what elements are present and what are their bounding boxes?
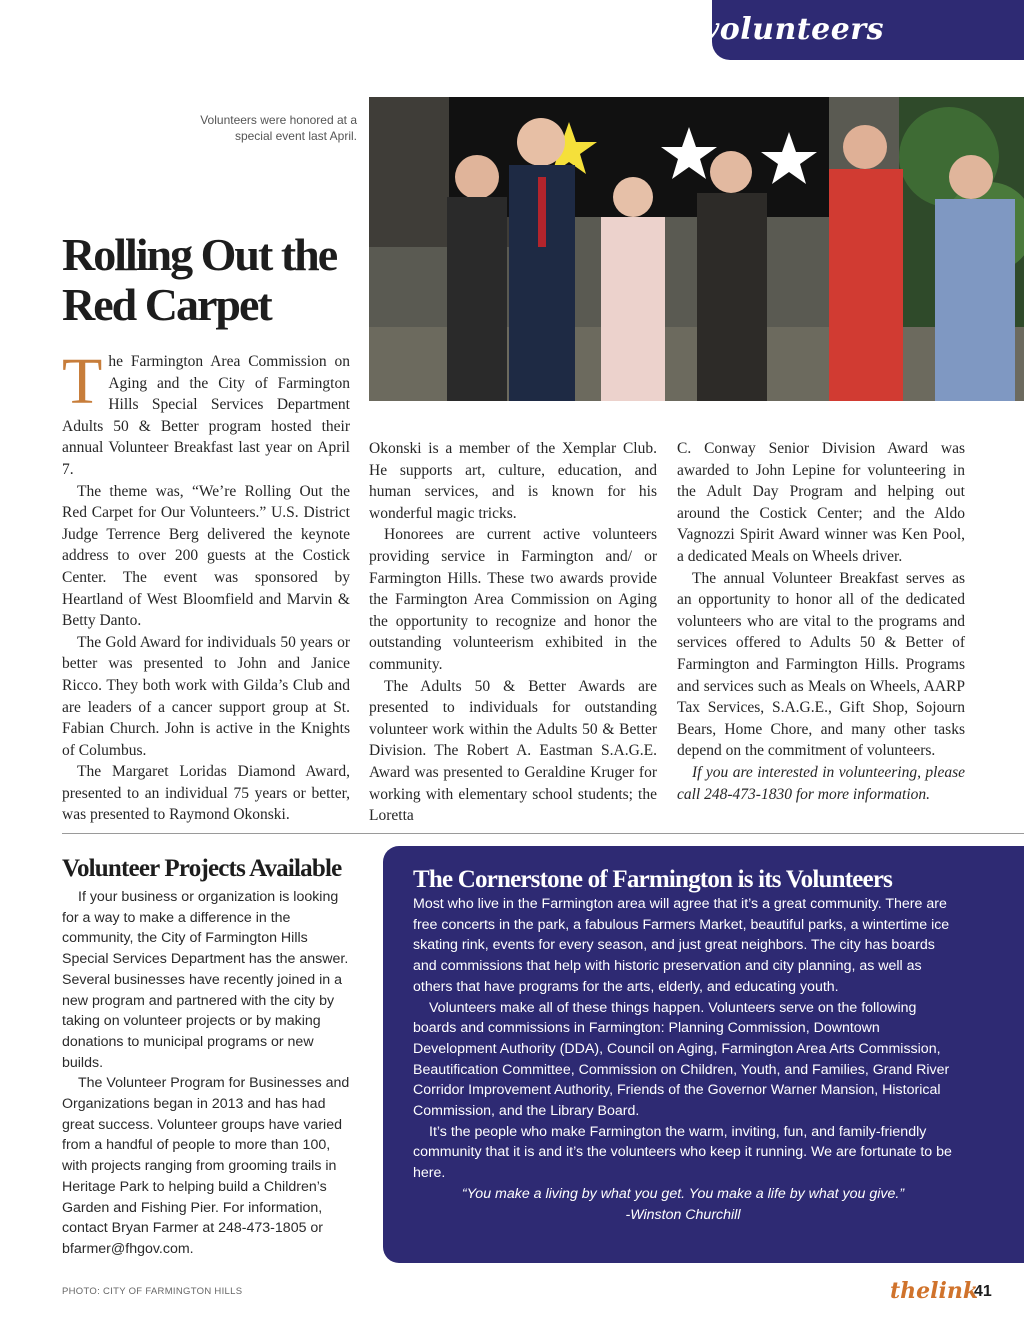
projects-paragraph: The Volunteer Program for Businesses and Organizations began in 2013 and has had great success. Volunteer groups have varied from a handful of people to more than 100, with projects ranging from grooming trails in Heritage Park to helping build a Children’s Garden and Fishing Pier. For information, contact Bryan Farmer at 248-473-1805 or bfarmer@fhgov.com. xyxy=(62,1075,350,1257)
section-label: volunteers xyxy=(701,12,884,47)
photo-credit: PHOTO: CITY OF FARMINGTON HILLS xyxy=(62,1286,243,1297)
article-headline: Rolling Out the Red Carpet xyxy=(62,229,337,330)
projects-body xyxy=(62,887,358,1260)
drop-cap: T xyxy=(62,345,103,418)
article-paragraph: Honorees are current active volunteers providing service in Farmington and/ or Farmington Hills. These two awards provide the Farmington Area Commission on Aging the opportunity to recognize and honor the outstanding volunteerism exhibited in the community. xyxy=(369,526,657,673)
section-divider xyxy=(62,833,1024,834)
volunteer-contact-note: If you are interested in volunteering, please call 248-473-1830 for more information. xyxy=(677,763,965,803)
article-paragraph xyxy=(62,345,350,481)
article-column-3 xyxy=(677,438,965,805)
quote-text: “You make a living by what you get. You make a life by what you give.” xyxy=(461,1185,905,1202)
cornerstone-heading: The Cornerstone of Farmington is its Volunteers xyxy=(413,866,893,893)
article-paragraph: The Margaret Loridas Diamond Award, presented to an individual 75 years or better, was presented to Raymond Okonski. xyxy=(62,763,350,824)
cornerstone-sidebar xyxy=(383,846,1024,1263)
article-paragraph: The Gold Award for individuals 50 years or better was presented to John and Janice Ricco. They both work with Gilda’s Club and are leaders of a cancer support group at St. Fabian Church. John is active in the Knights of Columbus. xyxy=(62,633,350,759)
article-paragraph: The theme was, “We’re Rolling Out the Red Carpet for Our Volunteers.” U.S. District Judge Terrence Berg delivered the keynote address to over 200 guests at the Costick Center. The event was sponsored by Heartland of West Bloomfield and Marvin & Betty Danto. xyxy=(62,482,350,630)
cornerstone-paragraph: It’s the people who make Farmington the warm, inviting, fun, and family-friendly community that it is and it’s the volunteers who keep it running. We are fortunate to be here. xyxy=(413,1123,952,1182)
cornerstone-paragraph: Volunteers make all of these things happen. Volunteers serve on the following boards and commissions in Farmington: Planning Commission, Downtown Development Authority (DDA), Council on Aging, Farmington Area Arts Commission, Beautification Committee, Commission on Children, Youth, and Families, Grand River Corridor Improvement Authority, Friends of the Governor Warner Mansion, Historical Commission, and the Library Board. xyxy=(413,999,950,1120)
projects-paragraph: If your business or organization is looking for a way to make a difference in the community, the City of Farmington Hills Special Services Department has the answer. Several businesses have recently joined in a new program and partnered with the city by taking on volunteer projects or by making donations to municipal programs or new builds. xyxy=(62,889,349,1071)
photo-caption: Volunteers were honored at a special event last April. xyxy=(200,113,357,143)
projects-heading: Volunteer Projects Available xyxy=(62,855,342,882)
magazine-logo: thelink xyxy=(890,1278,979,1304)
cornerstone-paragraph: Most who live in the Farmington area will agree that it’s a great community. There are free concerts in the park, a fabulous Farmers Market, beautiful parks, a wintertime ice skating rink, events for every season, and just great neighbors. The city has boards and commissions that help with historic preservation and city planning, as well as others that have programs for the arts, elderly, and educating youth. xyxy=(413,896,950,995)
article-paragraph: The annual Volunteer Breakfast serves as an opportunity to honor all of the dedicated volunteers who are vital to the programs and services offered to Adults 50 & Better of Farmington and Farmington Hills. Programs and services such as Meals on Wheels, AARP Tax Services, S.A.G.E., Gift Shop, Sojourn Bears, Home Chore, and many other tasks depend on the commitment of volunteers. xyxy=(677,569,965,760)
article-column-1 xyxy=(62,345,350,826)
article-paragraph: C. Conway Senior Division Award was awarded to John Lepine for volunteering in the Adult Day Program and helping out around the Costick Center; and the Aldo Vagnozzi Spirit Award winner was Ken Pool, a dedicated Meals on Wheels driver. xyxy=(677,440,965,565)
group-photo xyxy=(369,97,1024,401)
paragraph-text: he Farmington Area Commission on Aging and the City of Farmington Hills Special Services Department Adults 50 & Better program hosted their annual Volunteer Breakfast last year on April 7. xyxy=(62,353,350,478)
cornerstone-body xyxy=(413,894,953,1225)
article-column-2 xyxy=(369,438,657,827)
quote-author: -Winston Churchill xyxy=(625,1206,741,1223)
section-tab xyxy=(701,0,1024,60)
article-paragraph: The Adults 50 & Better Awards are presented to individuals for outstanding volunteer work within the Adults 50 & Better Division. The Robert A. Eastman S.A.G.E. Award was presented to Geraldine Kruger for working with elementary school students; the Loretta xyxy=(369,677,657,825)
article-paragraph: Okonski is a member of the Xemplar Club. He supports art, culture, education, and human services, and is known for his wonderful magic tricks. xyxy=(369,440,657,522)
page-number: 41 xyxy=(974,1283,992,1300)
